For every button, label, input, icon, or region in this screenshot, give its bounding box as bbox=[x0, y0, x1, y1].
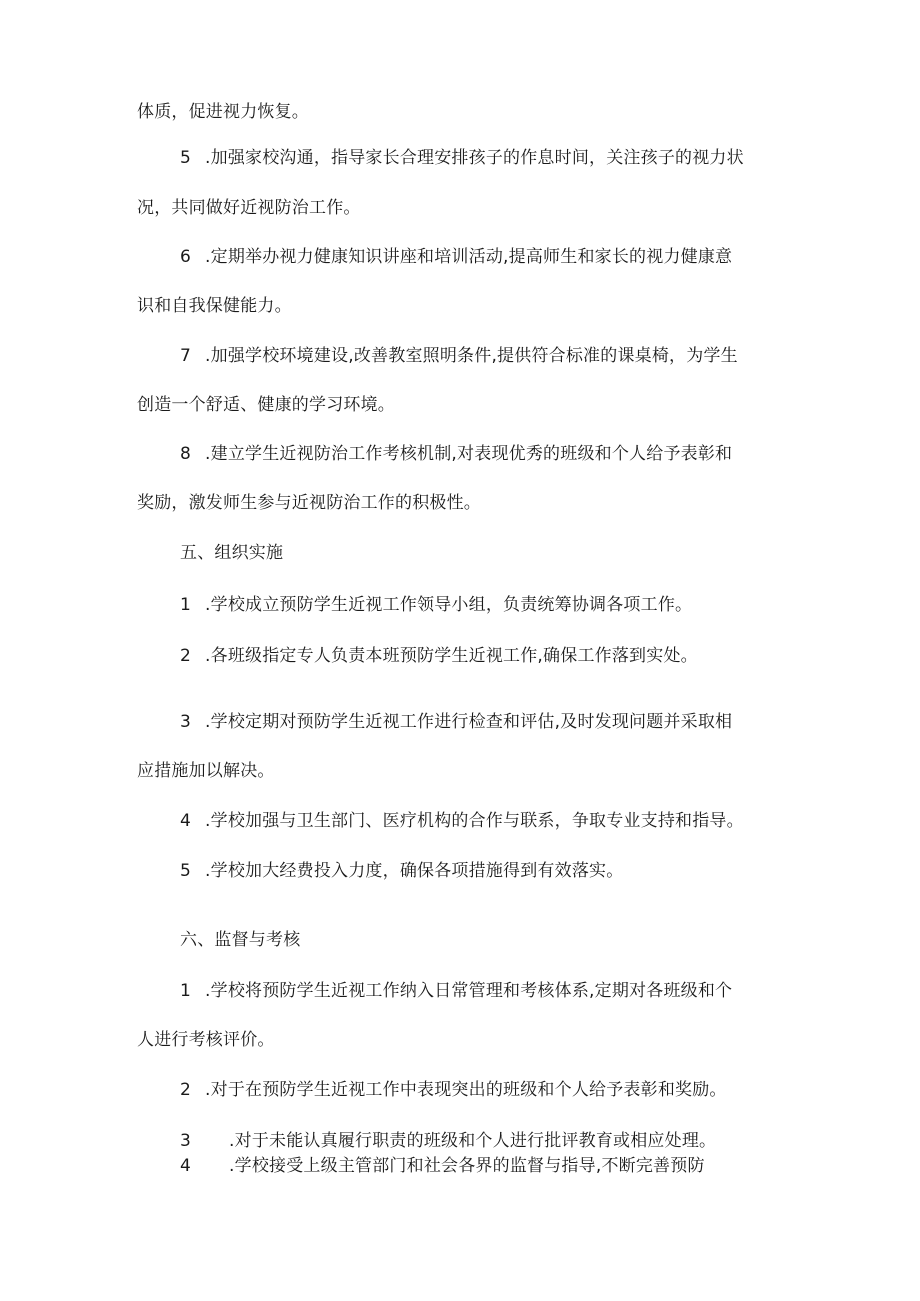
text-line bbox=[137, 197, 361, 219]
line-text: 人进行考核评价。 bbox=[137, 1030, 275, 1050]
item-number: 5 bbox=[180, 148, 192, 168]
item-number: 3 bbox=[180, 1131, 192, 1151]
line-text: 体质，促进视力恢复。 bbox=[137, 102, 309, 122]
text-line bbox=[137, 394, 395, 416]
item-text: .对于未能认真履行职责的班级和个人进行批评教育或相应处理。 bbox=[229, 1131, 717, 1151]
item-number: 2 bbox=[180, 646, 192, 666]
item-text: .对于在预防学生近视工作中表现突出的班级和个人给予表彰和奖励。 bbox=[205, 1080, 727, 1100]
section-heading bbox=[180, 929, 300, 951]
line-text: 创造一个舒适、健康的学习环境。 bbox=[137, 395, 395, 415]
item-number: 4 bbox=[180, 811, 192, 831]
list-item bbox=[180, 711, 732, 733]
list-item bbox=[180, 594, 692, 616]
item-text: .学校加大经费投入力度，确保各项措施得到有效落实。 bbox=[205, 861, 624, 881]
item-number: 1 bbox=[180, 981, 192, 1001]
item-number: 6 bbox=[180, 247, 192, 267]
text-line bbox=[137, 101, 309, 123]
item-number: 1 bbox=[180, 595, 192, 615]
text-line bbox=[137, 295, 292, 317]
item-text: .学校成立预防学生近视工作领导小组，负责统筹协调各项工作。 bbox=[205, 595, 693, 615]
list-item bbox=[180, 1130, 716, 1152]
list-item bbox=[180, 443, 732, 465]
list-item bbox=[180, 980, 732, 1002]
heading-text: 六、监督与考核 bbox=[180, 930, 301, 950]
list-item bbox=[180, 645, 698, 667]
item-text: .加强家校沟通，指导家长合理安排孩子的作息时间，关注孩子的视力状 bbox=[205, 148, 744, 168]
item-number: 2 bbox=[180, 1080, 192, 1100]
item-number: 7 bbox=[180, 346, 192, 366]
item-text: .学校定期对预防学生近视工作进行检查和评估,及时发现问题并采取相 bbox=[205, 712, 733, 732]
text-line bbox=[137, 1029, 275, 1051]
list-item bbox=[180, 810, 744, 832]
list-item bbox=[180, 860, 623, 882]
text-line bbox=[137, 492, 481, 514]
line-text: 况，共同做好近视防治工作。 bbox=[137, 198, 361, 218]
item-text: .学校加强与卫生部门、医疗机构的合作与联系，争取专业支持和指导。 bbox=[205, 811, 744, 831]
item-number: 5 bbox=[180, 861, 192, 881]
line-text: 奖励，激发师生参与近视防治工作的积极性。 bbox=[137, 493, 481, 513]
line-text: 应措施加以解决。 bbox=[137, 761, 275, 781]
item-text: .建立学生近视防治工作考核机制,对表现优秀的班级和个人给予表彰和 bbox=[205, 444, 733, 464]
section-heading bbox=[180, 542, 283, 564]
item-text: .学校将预防学生近视工作纳入日常管理和考核体系,定期对各班级和个 bbox=[205, 981, 733, 1001]
item-number: 4 bbox=[180, 1156, 192, 1176]
item-text: .加强学校环境建设,改善教室照明条件,提供符合标准的课桌椅，为学生 bbox=[205, 346, 738, 366]
list-item bbox=[180, 246, 732, 268]
heading-text: 五、组织实施 bbox=[180, 543, 284, 563]
item-text: .学校接受上级主管部门和社会各界的监督与指导,不断完善预防 bbox=[229, 1156, 705, 1176]
item-text: .各班级指定专人负责本班预防学生近视工作,确保工作落到实处。 bbox=[205, 646, 698, 666]
item-text: .定期举办视力健康知识讲座和培训活动,提高师生和家长的视力健康意 bbox=[205, 247, 733, 267]
text-line bbox=[137, 760, 275, 782]
item-number: 8 bbox=[180, 444, 192, 464]
item-number: 3 bbox=[180, 712, 192, 732]
line-text: 识和自我保健能力。 bbox=[137, 296, 292, 316]
list-item bbox=[180, 345, 738, 367]
list-item bbox=[180, 1079, 727, 1101]
list-item bbox=[180, 1155, 705, 1177]
list-item bbox=[180, 147, 744, 169]
